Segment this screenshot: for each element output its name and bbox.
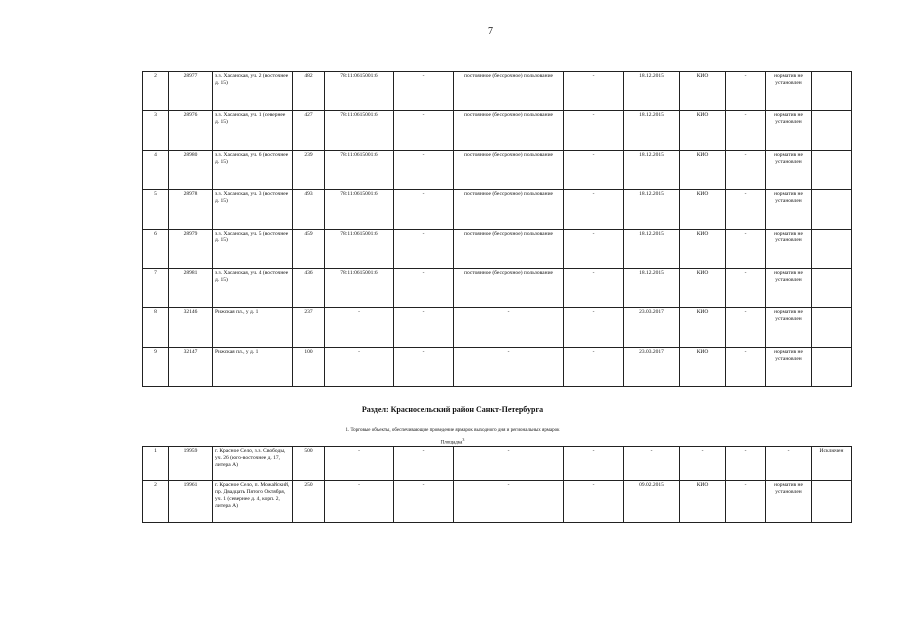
- table-row: [143, 308, 852, 347]
- table-cell: 18.12.2015: [624, 150, 680, 189]
- table-cell: -: [564, 268, 624, 307]
- section-title: Раздел: Красносельский район Санкт-Петербурга: [361, 405, 544, 414]
- table-cell: -: [394, 229, 454, 268]
- table-cell: КИО: [680, 308, 726, 347]
- table-cell: 32146: [169, 308, 213, 347]
- table-cell: 9: [143, 347, 169, 386]
- table-cell: -: [394, 308, 454, 347]
- table-cell: норматив не установлен: [766, 111, 812, 150]
- table-cell: -: [564, 72, 624, 111]
- table-cell: 4: [143, 150, 169, 189]
- table-cell: з.з. Хасанская, уч. 1 (севернее д. 15): [213, 111, 293, 150]
- table-cell: 2: [143, 481, 169, 523]
- table-cell: 78:11:0615001:6: [325, 229, 394, 268]
- table-cell: постоянное (бессрочное) пользование: [454, 72, 564, 111]
- table-cell: -: [726, 150, 766, 189]
- table-cell: КИО: [680, 150, 726, 189]
- table-cell: КИО: [680, 72, 726, 111]
- table-cell: -: [325, 308, 394, 347]
- table-cell: -: [394, 347, 454, 386]
- table-cell: -: [726, 447, 766, 481]
- table-row: [143, 481, 852, 523]
- table-cell: 482: [293, 72, 325, 111]
- table-cell: КИО: [680, 111, 726, 150]
- table-cell: -: [726, 72, 766, 111]
- page-number: 7: [488, 26, 493, 37]
- table-cell: 78:11:0615001:6: [325, 190, 394, 229]
- table-cell: 19959: [169, 447, 213, 481]
- table-cell: [812, 347, 852, 386]
- table-row: [143, 72, 852, 111]
- table-cell: 78:11:0615001:6: [325, 72, 394, 111]
- table-cell: 18.12.2015: [624, 190, 680, 229]
- table-row: [143, 347, 852, 386]
- table-cell: 6: [143, 229, 169, 268]
- table-cell: -: [325, 347, 394, 386]
- table-cell: 436: [293, 268, 325, 307]
- table-cell: 459: [293, 229, 325, 268]
- table-row: [143, 111, 852, 150]
- table-cell: постоянное (бессрочное) пользование: [454, 229, 564, 268]
- table-cell: 239: [293, 150, 325, 189]
- table-cell: 2: [143, 72, 169, 111]
- table-cell: норматив не установлен: [766, 481, 812, 523]
- table-cell: 18.12.2015: [624, 268, 680, 307]
- table-cell: -: [726, 229, 766, 268]
- table-cell: -: [766, 447, 812, 481]
- table-cell: КИО: [680, 229, 726, 268]
- table-cell: постоянное (бессрочное) пользование: [454, 150, 564, 189]
- table-cell: норматив не установлен: [766, 72, 812, 111]
- table-cell: -: [564, 347, 624, 386]
- table-cell: -: [454, 447, 564, 481]
- table-cell: норматив не установлен: [766, 229, 812, 268]
- table-cell: з.з. Хасанская, уч. 2 (восточнее д. 15): [213, 72, 293, 111]
- table-cell: 28980: [169, 150, 213, 189]
- table-cell: -: [680, 447, 726, 481]
- table-cell: [812, 190, 852, 229]
- table-cell: 18.12.2015: [624, 111, 680, 150]
- table-cell: -: [394, 150, 454, 189]
- table-cell: 28978: [169, 190, 213, 229]
- table-row: [143, 150, 852, 189]
- table-cell: -: [726, 481, 766, 523]
- table-cell: постоянное (бессрочное) пользование: [454, 111, 564, 150]
- table-cell: -: [325, 447, 394, 481]
- table-cell: г. Красное Село, п. Можайский, пр. Двадцать Пятого Октября, уч. 1 (севернее д. 4, корп. 2, литера А): [213, 481, 293, 523]
- table-cell: 5: [143, 190, 169, 229]
- table-row: [143, 268, 852, 307]
- table-cell: 28976: [169, 111, 213, 150]
- table-cell: норматив не установлен: [766, 308, 812, 347]
- table-cell: з.з. Хасанская, уч. 4 (восточнее д. 15): [213, 268, 293, 307]
- table-cell: [812, 308, 852, 347]
- table-cell: 23.03.2017: [624, 308, 680, 347]
- table-cell: 19961: [169, 481, 213, 523]
- table-cell: 28979: [169, 229, 213, 268]
- table-cell: [812, 111, 852, 150]
- table-cell: 78:11:0615001:6: [325, 268, 394, 307]
- table-cell: 8: [143, 308, 169, 347]
- table-cell: Исключен: [812, 447, 852, 481]
- table-cell: КИО: [680, 347, 726, 386]
- table-cell: 100: [293, 347, 325, 386]
- table-cell: [812, 268, 852, 307]
- table-cell: -: [454, 308, 564, 347]
- table-cell: 1: [143, 447, 169, 481]
- table-cell: -: [564, 447, 624, 481]
- table-cell: норматив не установлен: [766, 190, 812, 229]
- table-cell: 09.02.2015: [624, 481, 680, 523]
- table-cell: з.з. Хасанская, уч. 6 (восточнее д. 15): [213, 150, 293, 189]
- table-cell: -: [394, 111, 454, 150]
- table-cell: -: [394, 268, 454, 307]
- table-cell: 28981: [169, 268, 213, 307]
- table-cell: 427: [293, 111, 325, 150]
- table-cell: 250: [293, 481, 325, 523]
- table-cell: -: [564, 111, 624, 150]
- table-cell: -: [564, 150, 624, 189]
- table-cell: 493: [293, 190, 325, 229]
- table-cell: -: [726, 347, 766, 386]
- table-cell: КИО: [680, 481, 726, 523]
- section-subtitle: 1. Торговые объекты, обеспечивающие проведение ярмарок выходного дня и региональных ярмарок: [345, 428, 560, 433]
- table-cell: 78:11:0615001:6: [325, 150, 394, 189]
- table-cell: постоянное (бессрочное) пользование: [454, 190, 564, 229]
- table-cell: Рижская пл., у д. 1: [213, 347, 293, 386]
- table-cell: 28977: [169, 72, 213, 111]
- table-cell: -: [726, 308, 766, 347]
- table-cell: 500: [293, 447, 325, 481]
- table-cell: Рижская пл., у д. 1: [213, 308, 293, 347]
- table-row: [143, 229, 852, 268]
- table-cell: з.з. Хасанская, уч. 5 (восточнее д. 15): [213, 229, 293, 268]
- table-cell: -: [454, 481, 564, 523]
- table-cell: [812, 150, 852, 189]
- table-cell: [812, 481, 852, 523]
- table-cell: -: [394, 481, 454, 523]
- table-cell: -: [564, 481, 624, 523]
- table-cell: 237: [293, 308, 325, 347]
- table-cell: 32147: [169, 347, 213, 386]
- table-cell: [812, 72, 852, 111]
- table-cell: 18.12.2015: [624, 229, 680, 268]
- table-cell: г. Красное Село, з.з. Свободы, уч. 26 (юго-восточнее д. 17, литера А): [213, 447, 293, 481]
- table-cell: постоянное (бессрочное) пользование: [454, 268, 564, 307]
- table-cell: -: [726, 190, 766, 229]
- objects-table-1: [142, 71, 852, 387]
- table-cell: 3: [143, 111, 169, 150]
- table-cell: норматив не установлен: [766, 268, 812, 307]
- table-cell: -: [325, 481, 394, 523]
- table-row: [143, 447, 852, 481]
- table-cell: -: [564, 308, 624, 347]
- table-cell: -: [454, 347, 564, 386]
- table-cell: 78:11:0615001:6: [325, 111, 394, 150]
- table-cell: КИО: [680, 268, 726, 307]
- table-cell: норматив не установлен: [766, 150, 812, 189]
- table-row: [143, 190, 852, 229]
- table-cell: 7: [143, 268, 169, 307]
- table-cell: норматив не установлен: [766, 347, 812, 386]
- table-cell: -: [726, 111, 766, 150]
- table-cell: -: [394, 72, 454, 111]
- table-cell: [812, 229, 852, 268]
- table-cell: 23.03.2017: [624, 347, 680, 386]
- objects-table-2: [142, 446, 852, 523]
- table-cell: -: [726, 268, 766, 307]
- table-cell: 18.12.2015: [624, 72, 680, 111]
- table-cell: -: [624, 447, 680, 481]
- table-cell: з.з. Хасанская, уч. 3 (восточнее д. 15): [213, 190, 293, 229]
- table-cell: -: [394, 190, 454, 229]
- section-subtitle-2: Площадка$^3$: [440, 437, 465, 446]
- table-cell: КИО: [680, 190, 726, 229]
- table-cell: -: [564, 190, 624, 229]
- table-cell: -: [394, 447, 454, 481]
- table-cell: -: [564, 229, 624, 268]
